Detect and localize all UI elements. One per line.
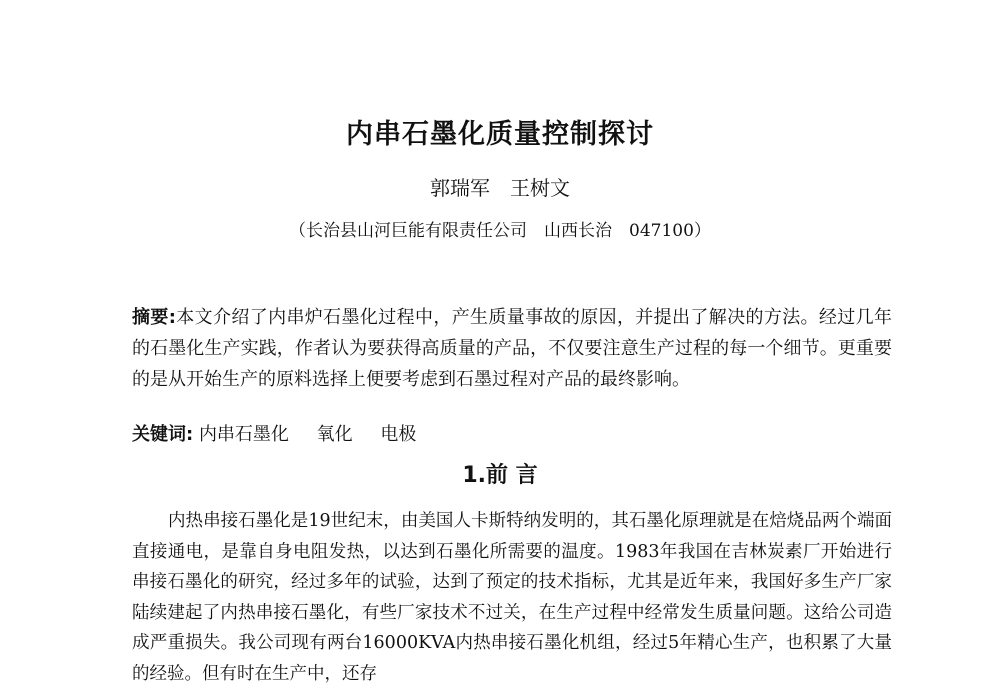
abstract-label: 摘要: xyxy=(132,307,176,328)
paper-authors: 郭瑞军 王树文 xyxy=(430,176,570,200)
keyword-item: 内串石墨化 xyxy=(198,424,289,445)
keywords-block xyxy=(132,420,438,446)
keyword-item: 电极 xyxy=(380,424,417,445)
intro-paragraph: 内热串接石墨化是19世纪末，由美国人卡斯特纳发明的，其石墨化原理就是在焙烧品两个端面直接通电，是靠自身电阻发热，以达到石墨化所需要的温度。1983年我国在吉林炭素厂开始进行串接石墨化的研究，经过多年的试验，达到了预定的技术指标，尤其是近年来，我国好多生产厂家陆续建起了内热串接石墨化，有些厂家技术不过关，在生产过程中经常发生质量问题。这给公司造成严重损失。我公司现有两台16000KVA内热串接石墨化机组，经过5年精心生产，也积累了大量的经验。但有时在生产中，还存 xyxy=(132,511,892,684)
section-heading-intro: 1.前 言 xyxy=(462,463,538,488)
keyword-item: 氧化 xyxy=(316,424,353,445)
keywords-label: 关键词: xyxy=(132,424,194,445)
paper-title: 内串石墨化质量控制探讨 xyxy=(346,119,654,150)
abstract-block xyxy=(132,302,892,395)
paper-affiliation: （长治县山河巨能有限责任公司 山西长治 047100） xyxy=(289,221,711,241)
abstract-text: 本文介绍了内串炉石墨化过程中，产生质量事故的原因，并提出了解决的方法。经过几年的石墨化生产实践，作者认为要获得高质量的产品，不仅要注意生产过程的每一个细节。更重要的是从开始生产的原料选择上便要考虑到石墨过程对产品的最终影响。 xyxy=(132,307,892,390)
